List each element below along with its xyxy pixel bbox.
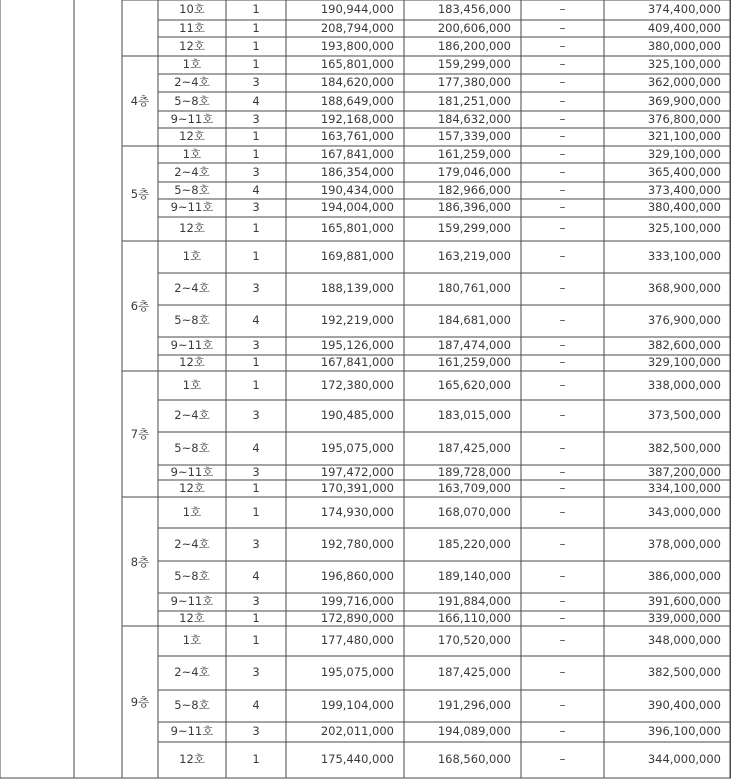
floor-label: 4층 [130, 94, 150, 108]
building-price: 159,299,000 [437, 57, 511, 72]
land-price: 188,139,000 [320, 281, 394, 296]
total-price: 373,400,000 [647, 182, 721, 197]
vat-value: – [559, 440, 566, 455]
vat-value: – [559, 338, 566, 353]
unit-number: 2~4호 [174, 75, 210, 90]
vat-value: – [559, 633, 566, 648]
vat-value: – [559, 182, 566, 197]
land-price: 175,440,000 [320, 752, 394, 767]
unit-count: 1 [252, 38, 260, 53]
unit-number: 5~8호 [174, 93, 210, 108]
unit-count: 1 [252, 57, 260, 72]
building-price: 187,425,000 [437, 440, 511, 455]
total-price: 348,000,000 [647, 633, 721, 648]
building-price: 170,520,000 [437, 633, 511, 648]
unit-number: 12호 [179, 221, 205, 236]
building-price: 159,299,000 [437, 221, 511, 236]
vat-value: – [559, 752, 566, 767]
unit-number: 9~11호 [170, 200, 214, 215]
vat-value: – [559, 38, 566, 53]
unit-number: 2~4호 [174, 281, 210, 296]
building-price: 191,884,000 [437, 594, 511, 609]
building-price: 181,251,000 [437, 93, 511, 108]
unit-count: 1 [252, 129, 260, 144]
total-price: 386,000,000 [647, 569, 721, 584]
building-price: 183,015,000 [437, 408, 511, 423]
vat-value: – [559, 146, 566, 161]
unit-number: 1호 [182, 633, 202, 648]
vat-value: – [559, 200, 566, 215]
unit-number: 12호 [179, 38, 205, 53]
unit-count: 3 [252, 594, 260, 609]
total-price: 374,400,000 [647, 2, 721, 17]
unit-count: 4 [252, 698, 260, 713]
total-price: 369,900,000 [647, 93, 721, 108]
unit-number: 5~8호 [174, 440, 210, 455]
building-price: 184,632,000 [437, 111, 511, 126]
vat-value: – [559, 221, 566, 236]
unit-number: 5~8호 [174, 313, 210, 328]
building-price: 187,425,000 [437, 665, 511, 680]
total-price: 390,400,000 [647, 698, 721, 713]
unit-number: 1호 [182, 377, 202, 392]
total-price: 409,400,000 [647, 20, 721, 35]
unit-number: 12호 [179, 480, 205, 495]
land-price: 172,890,000 [320, 610, 394, 625]
unit-number: 5~8호 [174, 698, 210, 713]
unit-number: 1호 [182, 57, 202, 72]
vat-value: – [559, 93, 566, 108]
vat-value: – [559, 724, 566, 739]
building-price: 180,761,000 [437, 281, 511, 296]
floor-label: 8층 [130, 554, 150, 569]
vat-value: – [559, 504, 566, 519]
unit-count: 4 [252, 569, 260, 584]
building-price: 157,339,000 [437, 129, 511, 144]
land-price: 186,354,000 [320, 164, 394, 179]
total-price: 325,100,000 [647, 57, 721, 72]
unit-count: 1 [252, 20, 260, 35]
building-price: 191,296,000 [437, 698, 511, 713]
unit-count: 1 [252, 249, 260, 264]
unit-number: 2~4호 [174, 164, 210, 179]
unit-number: 9~11호 [170, 464, 214, 479]
land-price: 192,780,000 [320, 536, 394, 551]
building-price: 186,200,000 [437, 38, 511, 53]
total-price: 343,000,000 [647, 504, 721, 519]
vat-value: – [559, 569, 566, 584]
land-price: 197,472,000 [320, 464, 394, 479]
building-price: 194,089,000 [437, 724, 511, 739]
land-price: 190,434,000 [320, 182, 394, 197]
unit-count: 3 [252, 281, 260, 296]
vat-value: – [559, 111, 566, 126]
building-price: 177,380,000 [437, 75, 511, 90]
land-price: 190,485,000 [320, 408, 394, 423]
unit-count: 1 [252, 355, 260, 370]
unit-count: 3 [252, 536, 260, 551]
unit-number: 2~4호 [174, 665, 210, 680]
land-price: 169,881,000 [320, 249, 394, 264]
vat-value: – [559, 57, 566, 72]
total-price: 373,500,000 [647, 408, 721, 423]
unit-count: 1 [252, 610, 260, 625]
total-price: 380,000,000 [647, 38, 721, 53]
vat-value: – [559, 75, 566, 90]
unit-number: 12호 [179, 752, 205, 767]
building-price: 189,728,000 [437, 464, 511, 479]
vat-value: – [559, 480, 566, 495]
vat-value: – [559, 281, 566, 296]
total-price: 321,100,000 [647, 129, 721, 144]
total-price: 376,800,000 [647, 111, 721, 126]
unit-number: 10호 [179, 2, 205, 17]
building-price: 168,560,000 [437, 752, 511, 767]
unit-count: 1 [252, 377, 260, 392]
building-price: 165,620,000 [437, 377, 511, 392]
land-price: 193,800,000 [320, 38, 394, 53]
total-price: 391,600,000 [647, 594, 721, 609]
unit-count: 1 [252, 480, 260, 495]
total-price: 387,200,000 [647, 464, 721, 479]
land-price: 192,219,000 [320, 313, 394, 328]
unit-number: 9~11호 [170, 724, 214, 739]
building-price: 166,110,000 [437, 610, 511, 625]
total-price: 329,100,000 [647, 146, 721, 161]
unit-number: 1호 [182, 146, 202, 161]
land-price: 190,944,000 [320, 2, 394, 17]
unit-count: 3 [252, 464, 260, 479]
building-price: 161,259,000 [437, 146, 511, 161]
total-price: 380,400,000 [647, 200, 721, 215]
land-price: 195,075,000 [320, 665, 394, 680]
building-price: 185,220,000 [437, 536, 511, 551]
land-price: 199,104,000 [320, 698, 394, 713]
unit-count: 3 [252, 164, 260, 179]
vat-value: – [559, 536, 566, 551]
vat-value: – [559, 129, 566, 144]
vat-value: – [559, 464, 566, 479]
total-price: 334,100,000 [647, 480, 721, 495]
vat-value: – [559, 249, 566, 264]
building-price: 179,046,000 [437, 164, 511, 179]
land-price: 167,841,000 [320, 355, 394, 370]
land-price: 177,480,000 [320, 633, 394, 648]
unit-count: 3 [252, 338, 260, 353]
building-price: 184,681,000 [437, 313, 511, 328]
total-price: 368,900,000 [647, 281, 721, 296]
unit-number: 11호 [179, 20, 205, 35]
land-price: 165,801,000 [320, 57, 394, 72]
total-price: 376,900,000 [647, 313, 721, 328]
unit-count: 3 [252, 200, 260, 215]
unit-number: 12호 [179, 355, 205, 370]
land-price: 196,860,000 [320, 569, 394, 584]
vat-value: – [559, 377, 566, 392]
unit-count: 1 [252, 2, 260, 17]
land-price: 163,761,000 [320, 129, 394, 144]
land-price: 165,801,000 [320, 221, 394, 236]
building-price: 182,966,000 [437, 182, 511, 197]
land-price: 195,075,000 [320, 440, 394, 455]
total-price: 325,100,000 [647, 221, 721, 236]
unit-count: 1 [252, 633, 260, 648]
land-price: 167,841,000 [320, 146, 394, 161]
building-price: 186,396,000 [437, 200, 511, 215]
unit-count: 1 [252, 752, 260, 767]
land-price: 199,716,000 [320, 594, 394, 609]
unit-number: 5~8호 [174, 569, 210, 584]
vat-value: – [559, 355, 566, 370]
building-price: 161,259,000 [437, 355, 511, 370]
vat-value: – [559, 408, 566, 423]
unit-number: 9~11호 [170, 338, 214, 353]
unit-number: 1호 [182, 504, 202, 519]
vat-value: – [559, 313, 566, 328]
unit-number: 2~4호 [174, 536, 210, 551]
land-price: 194,004,000 [320, 200, 394, 215]
building-price: 183,456,000 [437, 2, 511, 17]
unit-count: 4 [252, 93, 260, 108]
unit-count: 3 [252, 408, 260, 423]
unit-count: 3 [252, 665, 260, 680]
vat-value: – [559, 164, 566, 179]
unit-count: 1 [252, 504, 260, 519]
building-price: 200,606,000 [437, 20, 511, 35]
total-price: 365,400,000 [647, 164, 721, 179]
unit-count: 4 [252, 440, 260, 455]
total-price: 333,100,000 [647, 249, 721, 264]
vat-value: – [559, 20, 566, 35]
floor-label: 6층 [130, 299, 150, 313]
total-price: 339,000,000 [647, 610, 721, 625]
building-price: 187,474,000 [437, 338, 511, 353]
building-price: 163,219,000 [437, 249, 511, 264]
land-price: 184,620,000 [320, 75, 394, 90]
total-price: 344,000,000 [647, 752, 721, 767]
unit-count: 3 [252, 724, 260, 739]
unit-count: 1 [252, 221, 260, 236]
land-price: 208,794,000 [320, 20, 394, 35]
floor-label: 7층 [130, 427, 150, 441]
unit-number: 2~4호 [174, 408, 210, 423]
total-price: 396,100,000 [647, 724, 721, 739]
total-price: 338,000,000 [647, 377, 721, 392]
unit-count: 4 [252, 313, 260, 328]
unit-number: 9~11호 [170, 594, 214, 609]
vat-value: – [559, 610, 566, 625]
total-price: 378,000,000 [647, 536, 721, 551]
unit-count: 3 [252, 75, 260, 90]
unit-count: 3 [252, 111, 260, 126]
unit-number: 1호 [182, 249, 202, 264]
unit-number: 12호 [179, 610, 205, 625]
land-price: 192,168,000 [320, 111, 394, 126]
total-price: 362,000,000 [647, 75, 721, 90]
unit-number: 9~11호 [170, 111, 214, 126]
floor-label: 5층 [130, 186, 150, 201]
unit-count: 1 [252, 146, 260, 161]
floor-label: 9층 [130, 695, 150, 709]
building-price: 189,140,000 [437, 569, 511, 584]
building-price: 163,709,000 [437, 480, 511, 495]
vat-value: – [559, 2, 566, 17]
land-price: 202,011,000 [320, 724, 394, 739]
vat-value: – [559, 698, 566, 713]
total-price: 382,600,000 [647, 338, 721, 353]
land-price: 195,126,000 [320, 338, 394, 353]
total-price: 329,100,000 [647, 355, 721, 370]
vat-value: – [559, 594, 566, 609]
land-price: 172,380,000 [320, 377, 394, 392]
land-price: 174,930,000 [320, 504, 394, 519]
unit-number: 12호 [179, 129, 205, 144]
total-price: 382,500,000 [647, 440, 721, 455]
land-price: 188,649,000 [320, 93, 394, 108]
unit-number: 5~8호 [174, 182, 210, 197]
building-price: 168,070,000 [437, 504, 511, 519]
vat-value: – [559, 665, 566, 680]
unit-count: 4 [252, 182, 260, 197]
total-price: 382,500,000 [647, 665, 721, 680]
land-price: 170,391,000 [320, 480, 394, 495]
